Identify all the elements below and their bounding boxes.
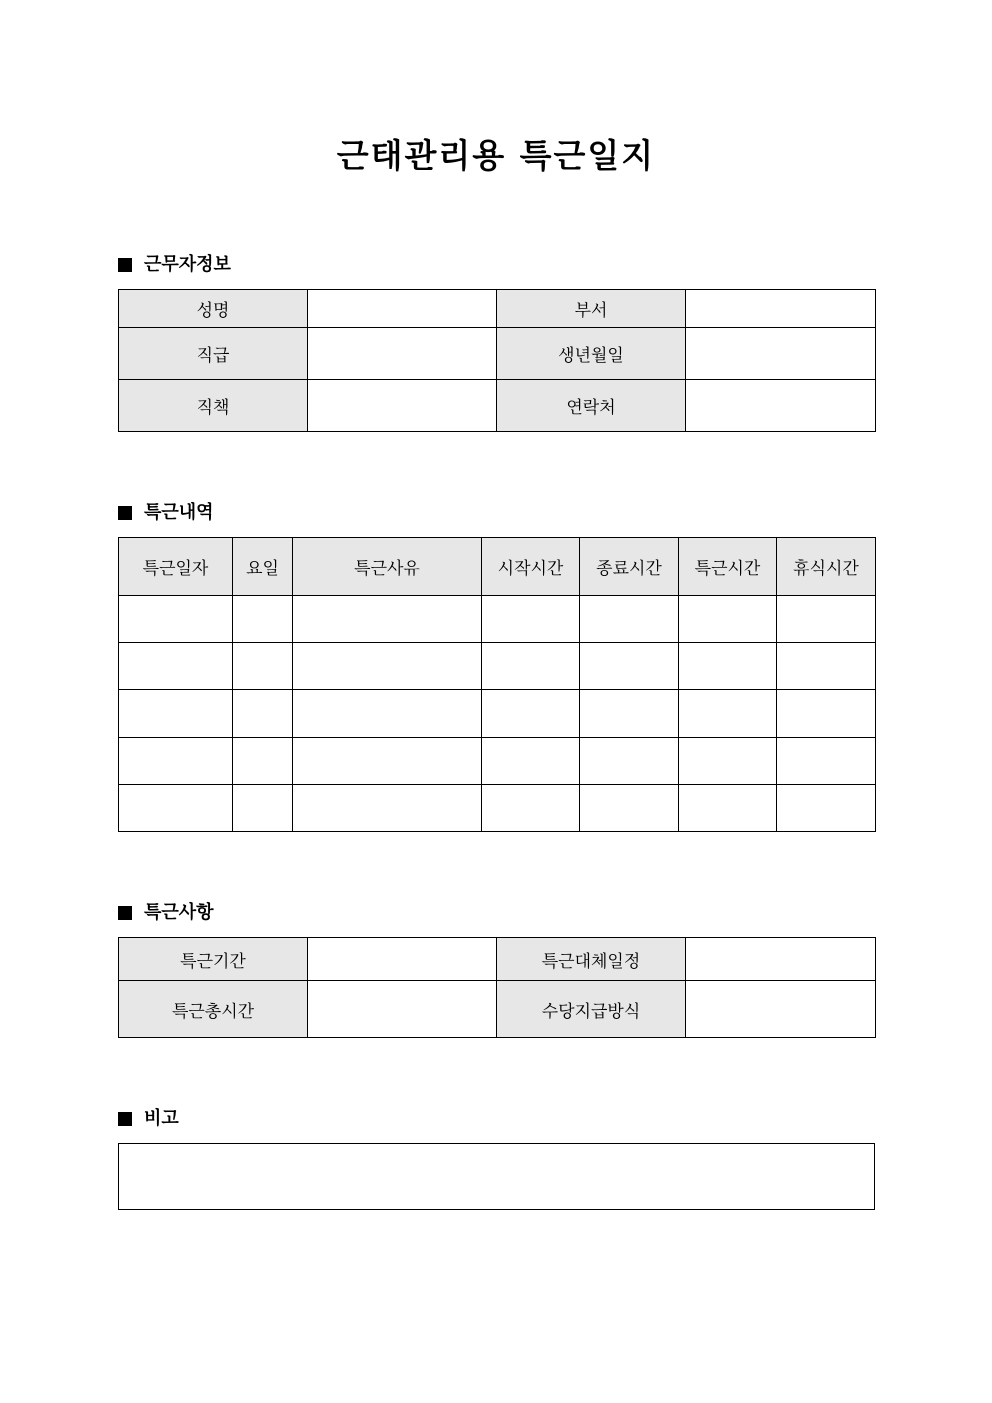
label-rank: 직급 [119, 328, 308, 380]
day-cell[interactable] [233, 643, 293, 690]
rank-field[interactable] [308, 328, 497, 380]
start-time-cell[interactable] [482, 785, 580, 832]
overtime-hours-cell[interactable] [679, 643, 777, 690]
table-header-row [119, 538, 876, 596]
break-time-cell[interactable] [777, 596, 876, 643]
birthdate-field[interactable] [686, 328, 876, 380]
name-field[interactable] [308, 290, 497, 328]
end-time-cell[interactable] [580, 643, 679, 690]
overtime-hours-cell[interactable] [679, 738, 777, 785]
column-header-reason: 특근사유 [293, 538, 482, 596]
allowance-payment-method-field[interactable] [686, 981, 876, 1038]
column-header-end-time: 종료시간 [580, 538, 679, 596]
start-time-cell[interactable] [482, 596, 580, 643]
contact-field[interactable] [686, 380, 876, 432]
column-header-overtime-hours: 특근시간 [679, 538, 777, 596]
section-heading-label: 특근내역 [144, 502, 214, 523]
column-header-date: 특근일자 [119, 538, 233, 596]
overtime-hours-cell[interactable] [679, 596, 777, 643]
reason-cell[interactable] [293, 596, 482, 643]
table-row [119, 596, 876, 643]
remarks-box[interactable] [118, 1143, 875, 1210]
day-cell[interactable] [233, 785, 293, 832]
label-name: 성명 [119, 290, 308, 328]
break-time-cell[interactable] [777, 690, 876, 738]
date-cell[interactable] [119, 643, 233, 690]
label-department: 부서 [497, 290, 686, 328]
table-row [119, 643, 876, 690]
column-header-break-time: 휴식시간 [777, 538, 876, 596]
label-total-overtime-hours: 특근총시간 [119, 981, 308, 1038]
table-row [119, 738, 876, 785]
day-cell[interactable] [233, 690, 293, 738]
break-time-cell[interactable] [777, 738, 876, 785]
overtime-details-table [118, 537, 876, 832]
label-contact: 연락처 [497, 380, 686, 432]
date-cell[interactable] [119, 690, 233, 738]
square-bullet-icon [118, 1112, 132, 1126]
document-title: 근태관리용 특근일지 [336, 136, 656, 175]
day-cell[interactable] [233, 596, 293, 643]
break-time-cell[interactable] [777, 785, 876, 832]
start-time-cell[interactable] [482, 643, 580, 690]
reason-cell[interactable] [293, 785, 482, 832]
table-row [119, 785, 876, 832]
date-cell[interactable] [119, 785, 233, 832]
end-time-cell[interactable] [580, 690, 679, 738]
square-bullet-icon [118, 258, 132, 272]
overtime-hours-cell[interactable] [679, 785, 777, 832]
label-position: 직책 [119, 380, 308, 432]
label-allowance-payment-method: 수당지급방식 [497, 981, 686, 1038]
square-bullet-icon [118, 506, 132, 520]
start-time-cell[interactable] [482, 690, 580, 738]
square-bullet-icon [118, 906, 132, 920]
overtime-hours-cell[interactable] [679, 690, 777, 738]
department-field[interactable] [686, 290, 876, 328]
total-overtime-hours-field[interactable] [308, 981, 497, 1038]
section-heading-label: 특근사항 [144, 902, 214, 923]
section-heading-overtime-summary [118, 901, 214, 925]
start-time-cell[interactable] [482, 738, 580, 785]
reason-cell[interactable] [293, 738, 482, 785]
overtime-period-field[interactable] [308, 938, 497, 981]
overtime-summary-table [118, 937, 876, 1038]
section-heading-label: 근무자정보 [144, 254, 231, 275]
reason-cell[interactable] [293, 690, 482, 738]
position-field[interactable] [308, 380, 497, 432]
column-header-start-time: 시작시간 [482, 538, 580, 596]
date-cell[interactable] [119, 596, 233, 643]
section-heading-label: 비고 [144, 1108, 179, 1129]
label-overtime-period: 특근기간 [119, 938, 308, 981]
substitute-schedule-field[interactable] [686, 938, 876, 981]
column-header-day: 요일 [233, 538, 293, 596]
worker-info-table [118, 289, 876, 432]
reason-cell[interactable] [293, 643, 482, 690]
break-time-cell[interactable] [777, 643, 876, 690]
end-time-cell[interactable] [580, 596, 679, 643]
section-heading-worker-info [118, 253, 231, 277]
table-row [119, 690, 876, 738]
end-time-cell[interactable] [580, 738, 679, 785]
section-heading-remarks [118, 1107, 179, 1131]
date-cell[interactable] [119, 738, 233, 785]
day-cell[interactable] [233, 738, 293, 785]
end-time-cell[interactable] [580, 785, 679, 832]
label-substitute-schedule: 특근대체일정 [497, 938, 686, 981]
label-birthdate: 생년월일 [497, 328, 686, 380]
section-heading-overtime-details [118, 501, 214, 525]
